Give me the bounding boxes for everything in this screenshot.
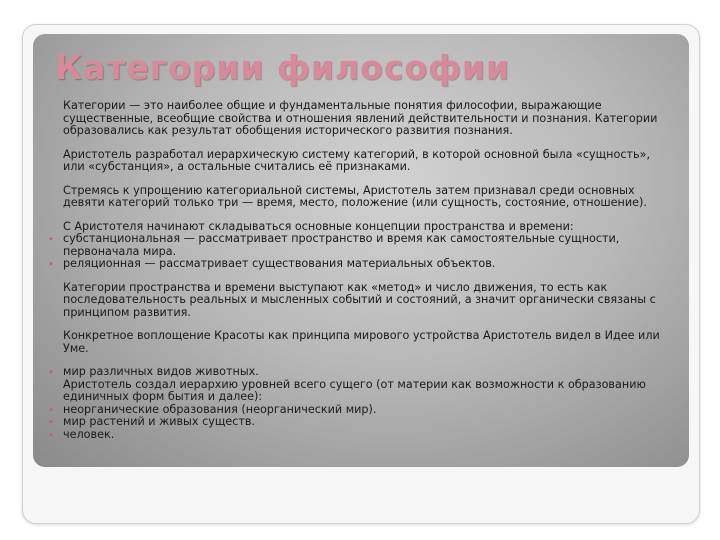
bullet-text: субстанциональная — рассматривает пространство и время как самостоятельные сущности, первоначала мира. [63,232,620,258]
paragraph-hierarchy: Аристотель создал иерархию уровней всего сущего (от материи как возможности к образованию единичных форм бытия и далее): [63,377,646,403]
bullet-icon: • [48,404,54,416]
bullet-icon: • [48,259,54,270]
paragraph-method: Категории пространства и времени выступают как «метод» и число движения, то есть как последовательность реальных и мысленных событий и состояний, а значит органически связаны с принципом развития. [63,280,656,319]
bullet-item [50,366,670,379]
paragraph-space-time-intro: С Аристотеля начинают складываться основные концепции пространства и времени: [63,219,574,233]
paragraph-aristotle-system: Аристотель разработал иерархическую систему категорий, в которой основной была «сущность», или «субстанция», а остальные считались её признаками. [63,147,650,173]
paragraph-beauty: Конкретное воплощение Красоты как принципа мирового устройства Аристотель видел в Идее или Уме. [63,329,660,355]
bullet-text: мир различных видов животных. [63,365,259,378]
slide-content [50,100,670,441]
bullet-text: мир растений и живых существ. [63,415,256,428]
slide-title: Категории философии [55,48,510,87]
bullet-text: неорганические образования (неорганический мир). [63,402,377,416]
bullet-icon: • [48,429,54,441]
bullet-icon: • [48,234,54,245]
paragraph-definition: Категории — это наиболее общие и фундаментальные понятия философии, выражающие существенные, всеобщие свойства и отношения явлений действительности и познания. Категории образовались как результат обобщения исторического развития познания. [63,99,658,137]
bullet-text: реляционная — рассматривает существования материальных объектов. [63,257,496,270]
bullet-icon: • [48,417,54,428]
bullet-text: человек. [63,427,115,441]
bullet-item [50,258,670,271]
bullet-item [50,416,670,429]
bullet-item [50,233,670,258]
paragraph-simplification: Стремясь к упрощению категориальной системы, Аристотель затем признавал среди основных девяти категорий только три — время, место, положение (или сущность, состояние, отношение). [63,183,647,209]
bullet-item [50,429,670,442]
bullet-icon: • [48,367,54,378]
